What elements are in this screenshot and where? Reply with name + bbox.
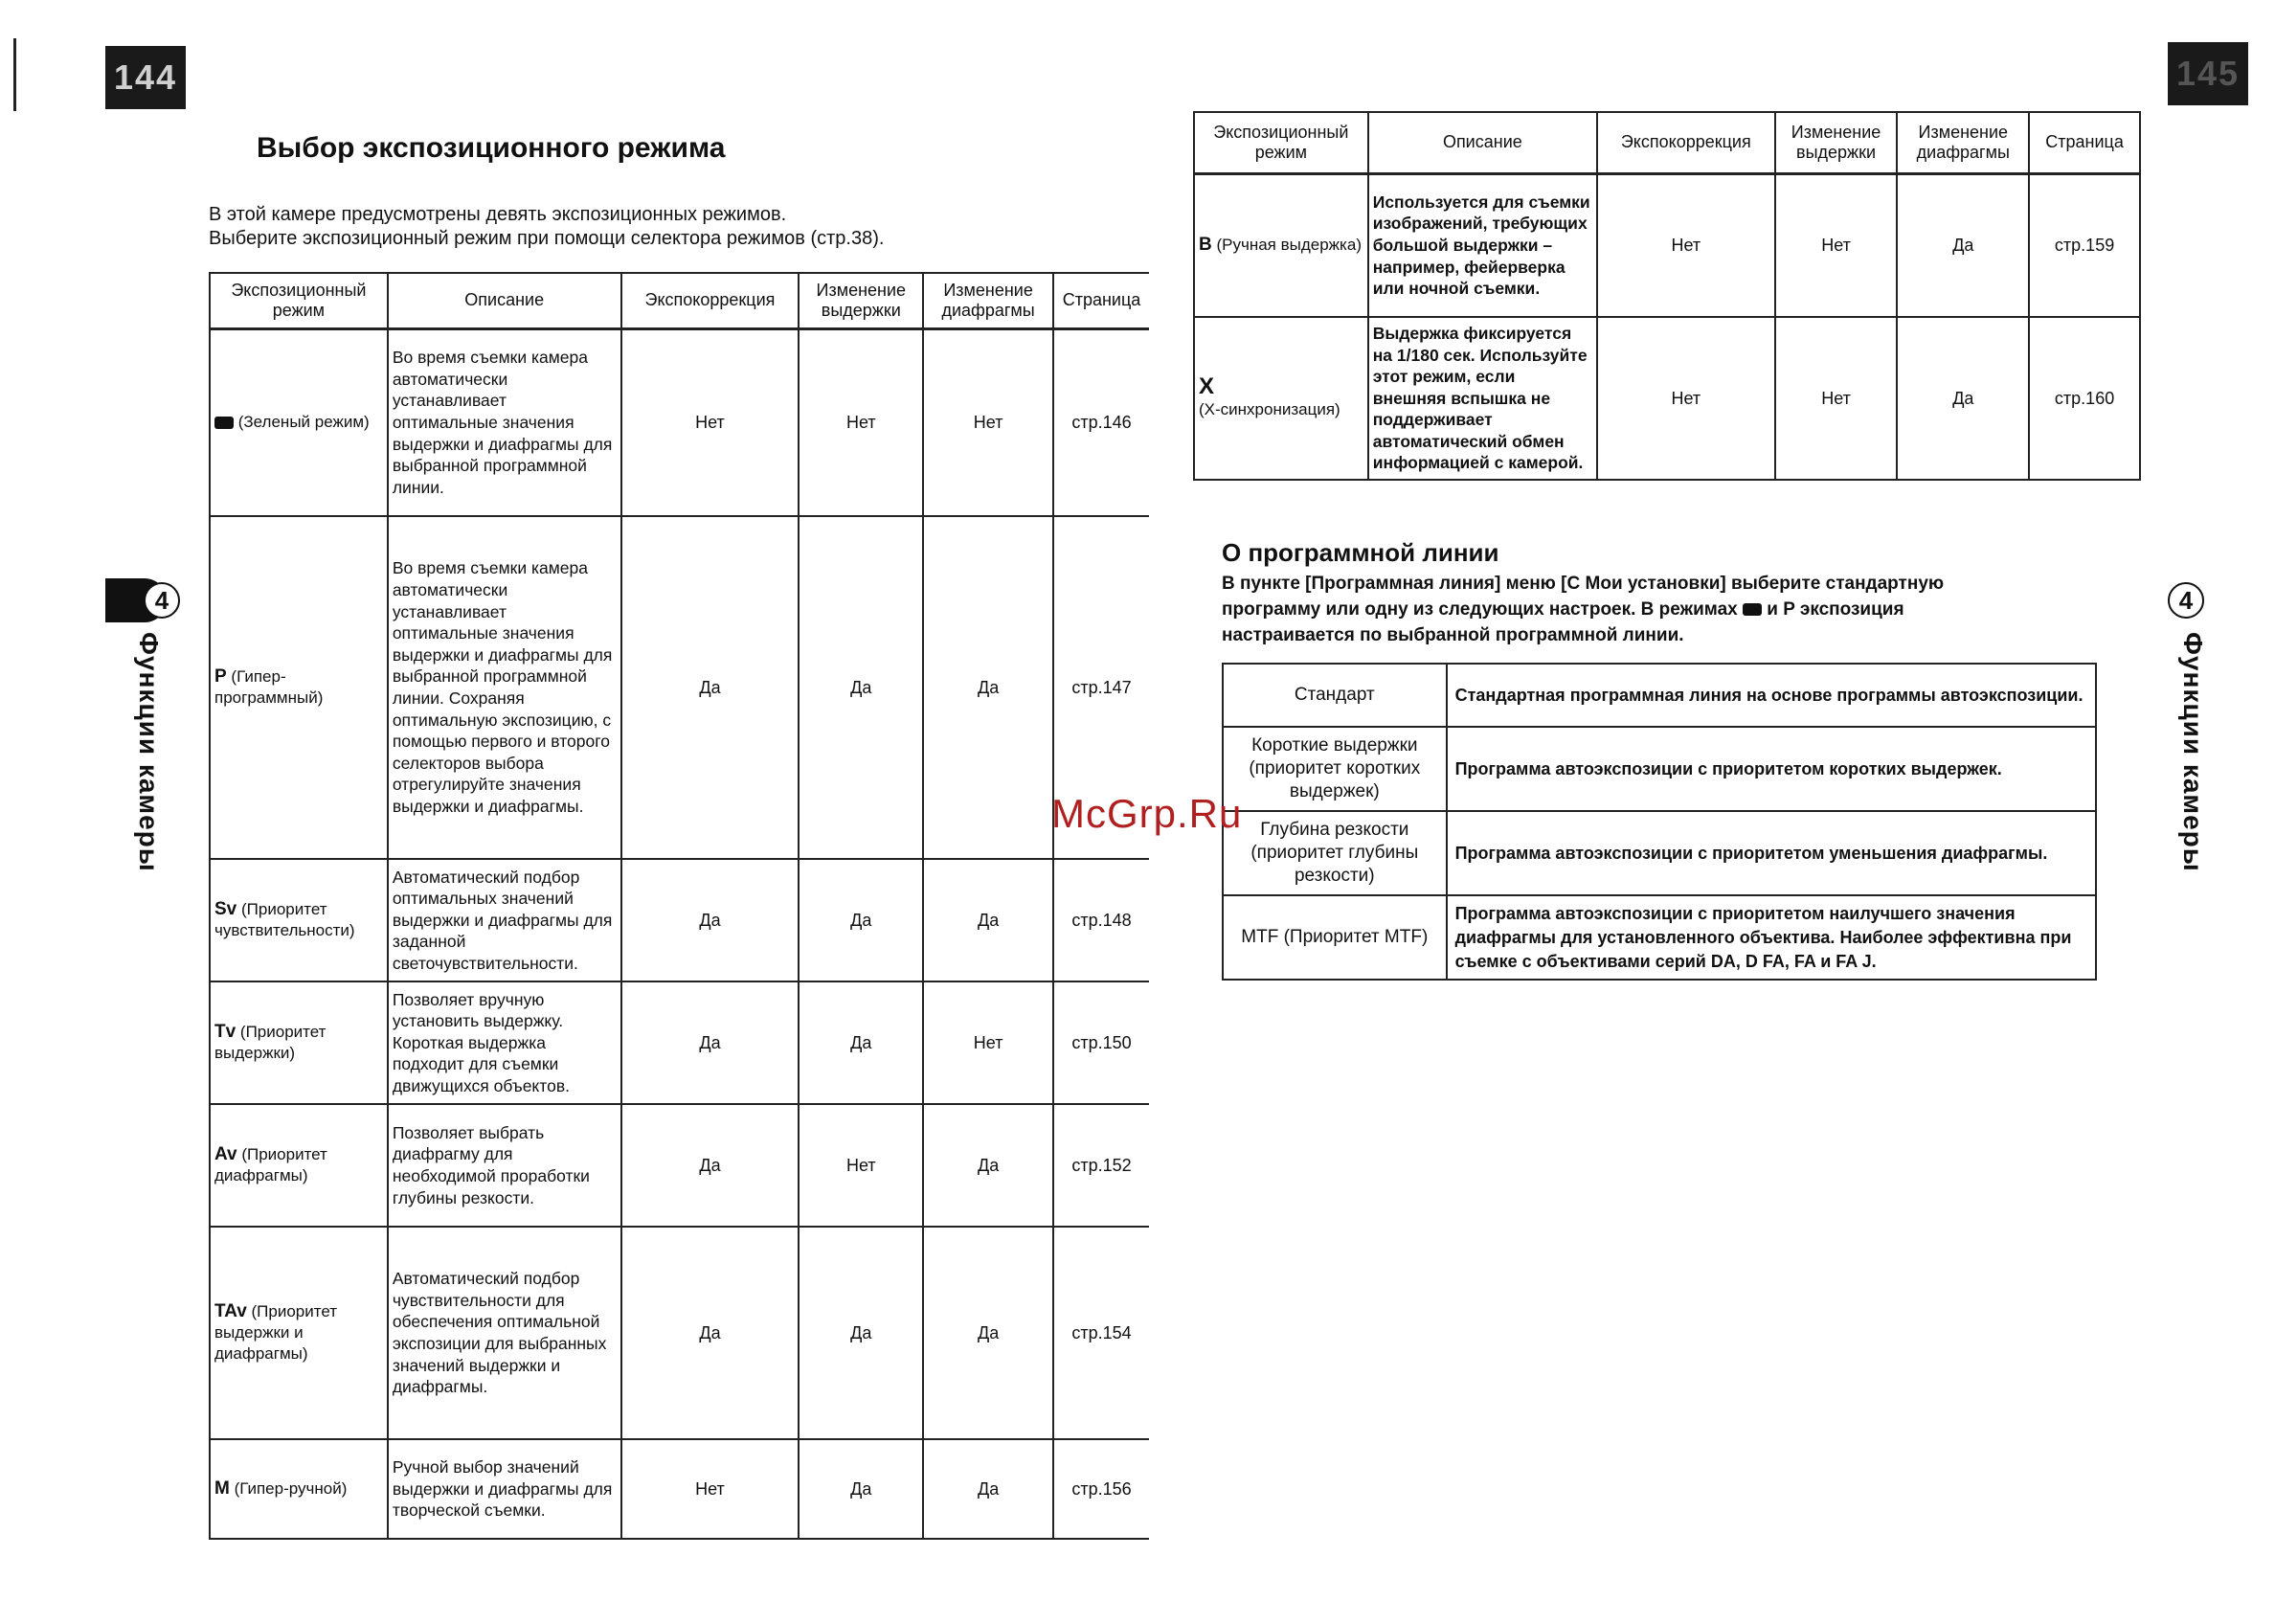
program-line-title: О программной линии [1222, 538, 1499, 567]
aperture-value: Да [923, 1227, 1053, 1439]
exposure-comp-value: Нет [621, 1439, 800, 1539]
chapter-label: Функции камеры [134, 632, 164, 872]
mode-cell [210, 1227, 388, 1439]
watermark: McGrp.Ru [1051, 791, 1243, 836]
table-row-green [210, 328, 1149, 516]
header-description: Описание [1368, 112, 1597, 173]
table-row [1223, 727, 2096, 811]
chapter-label: Функции камеры [2178, 632, 2208, 872]
shutter-value: Да [799, 859, 923, 981]
exposure-comp-value: Да [621, 516, 800, 859]
aperture-value: Нет [923, 981, 1053, 1104]
program-line-text [1222, 571, 1944, 648]
intro-line-1: В этой камере предусмотрены девять экспозиционных режимов. [209, 204, 787, 225]
exposure-comp-value: Да [621, 859, 800, 981]
exposure-modes-table [209, 272, 1149, 1540]
page-ref: стр.148 [1053, 859, 1149, 981]
table-row-tv [210, 981, 1149, 1104]
chapter-tab-head [105, 578, 167, 622]
table-row-x [1194, 317, 2140, 480]
exposure-comp-value: Нет [621, 328, 800, 516]
description-cell: Позволяет выбрать диафрагму для необходимой проработки глубины резкости. [388, 1104, 621, 1227]
exposure-comp-value: Да [621, 1104, 800, 1227]
page-ref: стр.150 [1053, 981, 1149, 1104]
mode-cell [210, 328, 388, 516]
page-ref: стр.159 [2029, 173, 2140, 317]
intro-text [209, 203, 884, 251]
table-row [1223, 664, 2096, 727]
page-ref: стр.156 [1053, 1439, 1149, 1539]
chapter-tab-left [105, 578, 167, 872]
program-line-text-3: настраивается по выбранной программной линии. [1222, 625, 1684, 645]
program-description: Стандартная программная линия на основе программы автоэкспозиции. [1447, 664, 2096, 727]
table-row [1223, 811, 2096, 895]
program-description: Программа автоэкспозиции с приоритетом уменьшения диафрагмы. [1447, 811, 2096, 895]
chapter-tab-right [2166, 578, 2227, 872]
aperture-value: Да [923, 859, 1053, 981]
margin-mark [13, 38, 16, 111]
header-exposure-compensation: Экспокоррекция [1597, 112, 1775, 173]
exposure-modes-table-continued [1193, 111, 2141, 481]
intro-line-2: Выберите экспозиционный режим при помощи селектора режимов (стр.38). [209, 228, 885, 249]
green-mode-icon [1743, 603, 1762, 616]
shutter-value: Нет [1775, 173, 1898, 317]
table-row-m [210, 1439, 1149, 1539]
green-mode-icon [214, 417, 234, 429]
shutter-value: Да [799, 981, 923, 1104]
page-ref: стр.152 [1053, 1104, 1149, 1227]
shutter-value: Да [799, 516, 923, 859]
page-number-right: 145 [2168, 42, 2248, 105]
header-aperture-change: Изменение диафрагмы [1897, 112, 2029, 173]
mode-name: (Приоритет выдержки) [214, 1023, 327, 1062]
header-exposure-compensation: Экспокоррекция [621, 273, 800, 328]
shutter-value: Нет [1775, 317, 1898, 480]
program-name: Короткие выдержки (приоритет коротких выдержек) [1223, 727, 1447, 811]
program-description: Программа автоэкспозиции с приоритетом наилучшего значения диафрагмы для установленного объектива. Наиболее эффективна при съемке с объективами серий DA, D FA, FA и FA J. [1447, 895, 2096, 980]
mode-code: Sv [214, 899, 237, 919]
mode-name: (Ручная выдержка) [1216, 236, 1362, 255]
mode-name: (Гипер-ручной) [234, 1479, 348, 1498]
aperture-value: Да [923, 516, 1053, 859]
description-cell: Используется для съемки изображений, требующих большой выдержки – например, фейерверка или ночной съемки. [1368, 173, 1597, 317]
shutter-value: Да [799, 1439, 923, 1539]
exposure-comp-value: Да [621, 1227, 800, 1439]
chapter-number: 4 [144, 582, 180, 619]
table-header-row [210, 273, 1149, 328]
header-mode: Экспозиционный режим [1194, 112, 1368, 173]
mode-cell [210, 1104, 388, 1227]
mode-cell [210, 516, 388, 859]
mode-code: Tv [214, 1022, 237, 1042]
aperture-value: Да [923, 1439, 1053, 1539]
page-number-left: 144 [105, 46, 186, 109]
chapter-number: 4 [2168, 582, 2204, 619]
aperture-value: Да [923, 1104, 1053, 1227]
mode-name: (Приоритет диафрагмы) [214, 1145, 327, 1184]
mode-name: (Гипер-программный) [214, 667, 324, 707]
program-line-text-1: В пункте [Программная линия] меню [C Мои установки] выберите стандартную [1222, 574, 1945, 594]
program-line-table [1222, 663, 2097, 981]
table-header-row [1194, 112, 2140, 173]
header-mode: Экспозиционный режим [210, 273, 388, 328]
chapter-tab-head [2166, 578, 2227, 622]
header-page: Страница [2029, 112, 2140, 173]
mode-code: P [214, 666, 227, 687]
header-page: Страница [1053, 273, 1149, 328]
table-row-sv [210, 859, 1149, 981]
mode-name: (Зеленый режим) [237, 413, 370, 432]
program-name: Стандарт [1223, 664, 1447, 727]
table-row-p [210, 516, 1149, 859]
exposure-comp-value: Нет [1597, 317, 1775, 480]
table-row-b [1194, 173, 2140, 317]
mode-name: (Приоритет выдержки и диафрагмы) [214, 1302, 338, 1363]
page-ref: стр.160 [2029, 317, 2140, 480]
exposure-comp-value: Да [621, 981, 800, 1104]
page-ref: стр.147 [1053, 516, 1149, 859]
mode-cell [1194, 317, 1368, 480]
mode-code: M [214, 1478, 230, 1499]
description-cell: Позволяет вручную установить выдержку. Короткая выдержка подходит для съемки движущихся объектов. [388, 981, 621, 1104]
mode-cell [210, 859, 388, 981]
table-row-tav [210, 1227, 1149, 1439]
header-description: Описание [388, 273, 621, 328]
aperture-value: Да [1897, 173, 2029, 317]
program-description: Программа автоэкспозиции с приоритетом коротких выдержек. [1447, 727, 2096, 811]
description-cell: Во время съемки камера автоматически устанавливает оптимальные значения выдержки и диафрагмы для выбранной программной линии. [388, 328, 621, 516]
header-shutter-change: Изменение выдержки [1775, 112, 1898, 173]
table-row [1223, 895, 2096, 980]
table-row-av [210, 1104, 1149, 1227]
mode-code: TAv [214, 1301, 247, 1321]
description-cell: Ручной выбор значений выдержки и диафрагмы для творческой съемки. [388, 1439, 621, 1539]
mode-cell [210, 981, 388, 1104]
header-aperture-change: Изменение диафрагмы [923, 273, 1053, 328]
shutter-value: Да [799, 1227, 923, 1439]
description-cell: Автоматический подбор чувствительности для обеспечения оптимальной экспозиции для выбранных значений выдержки и диафрагмы. [388, 1227, 621, 1439]
mode-code: B [1199, 235, 1212, 256]
shutter-value: Нет [799, 1104, 923, 1227]
program-name: Глубина резкости (приоритет глубины резкости) [1223, 811, 1447, 895]
shutter-value: Нет [799, 328, 923, 516]
mode-code: X [1199, 373, 1215, 399]
page-ref: стр.146 [1053, 328, 1149, 516]
description-cell: Выдержка фиксируется на 1/180 сек. Используйте этот режим, если внешняя вспышка не поддерживает автоматический обмен информацией с камерой. [1368, 317, 1597, 480]
description-cell: Во время съемки камера автоматически устанавливает оптимальные значения выдержки и диафрагмы для выбранной программной линии. Сохраняя оптимальную экспозицию, с помощью первого и второго селекторов выбора отрегулируйте значения выдержки и диафрагмы. [388, 516, 621, 859]
aperture-value: Да [1897, 317, 2029, 480]
header-shutter-change: Изменение выдержки [799, 273, 923, 328]
page-title: Выбор экспозиционного режима [257, 132, 726, 164]
description-cell: Автоматический подбор оптимальных значений выдержки и диафрагмы для заданной светочувствительности. [388, 859, 621, 981]
program-name: MTF (Приоритет MTF) [1223, 895, 1447, 980]
exposure-comp-value: Нет [1597, 173, 1775, 317]
mode-cell [210, 1439, 388, 1539]
mode-name: (Приоритет чувствительности) [214, 900, 355, 939]
program-line-text-2: программу или одну из следующих настроек. В режимах и P экспозиция [1222, 599, 1904, 620]
mode-name: (Х-синхронизация) [1199, 400, 1340, 418]
page-ref: стр.154 [1053, 1227, 1149, 1439]
mode-code: Av [214, 1144, 237, 1164]
mode-cell [1194, 173, 1368, 317]
aperture-value: Нет [923, 328, 1053, 516]
